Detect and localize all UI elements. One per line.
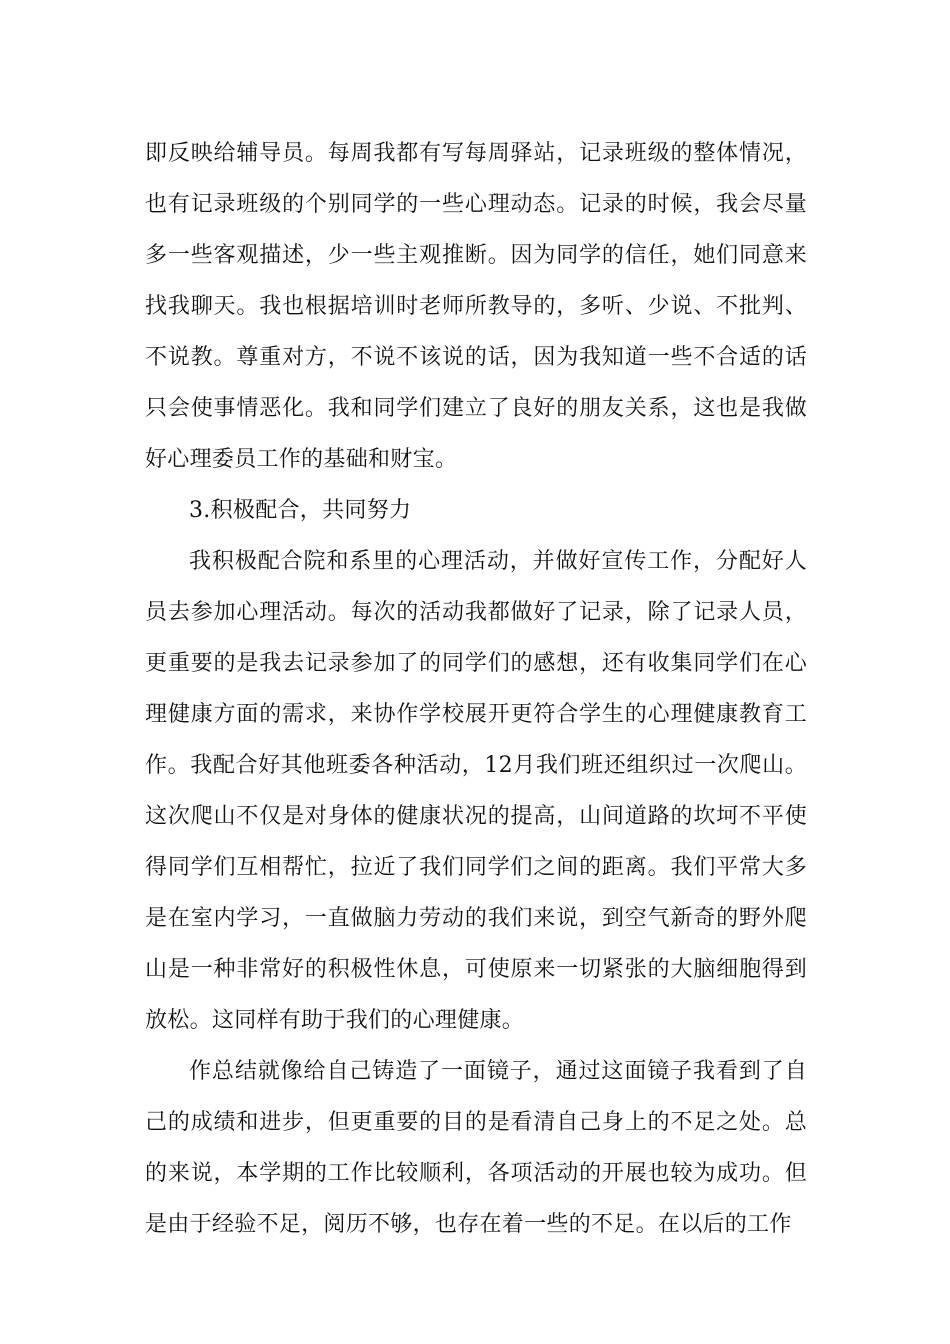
paragraph-cooperation: 我积极配合院和系里的心理活动，并做好宣传工作，分配好人员去参加心理活动。每次的活动我都做好了记录，除了记录人员，更重要的是我去记录参加了的同学们的感想，还有收集同学们在心理健康方面的需求，来协作学校展开更符合学生的心理健康教育工作。我配合好其他班委各种活动，12月我们班还组织过一次爬山。这次爬山不仅是对身体的健康状况的提高，山间道路的坎坷不平使得同学们互相帮忙，拉近了我们同学们之间的距离。我们平常大多是在室内学习，一直做脑力劳动的我们来说，到空气新奇的野外爬山是一种非常好的积极性休息，可使原来一切紧张的大脑细胞得到放松。这同样有助于我们的心理健康。	[145, 549, 807, 1033]
paragraph-continuation: 即反映给辅导员。每周我都有写每周驿站，记录班级的整体情况，也有记录班级的个别同学的一些心理动态。记录的时候，我会尽量多一些客观描述，少一些主观推断。因为同学的信任，她们同意来找我聊天。我也根据培训时老师所教导的，多听、少说、不批判、不说教。尊重对方，不说不该说的话，因为我知道一些不合适的话只会使事情恶化。我和同学们建立了良好的朋友关系，这也是我做好心理委员工作的基础和财宝。	[145, 141, 807, 472]
section-heading: 3.积极配合，共同努力	[189, 498, 412, 523]
document-body	[145, 128, 807, 1250]
paragraph-summary: 作总结就像给自己铸造了一面镜子，通过这面镜子我看到了自己的成绩和进步，但更重要的目的是看清自己身上的不足之处。总的来说，本学期的工作比较顺利，各项活动的开展也较为成功。但是由于经验不足，阅历不够，也存在着一些的不足。在以后的工作	[145, 1059, 807, 1237]
